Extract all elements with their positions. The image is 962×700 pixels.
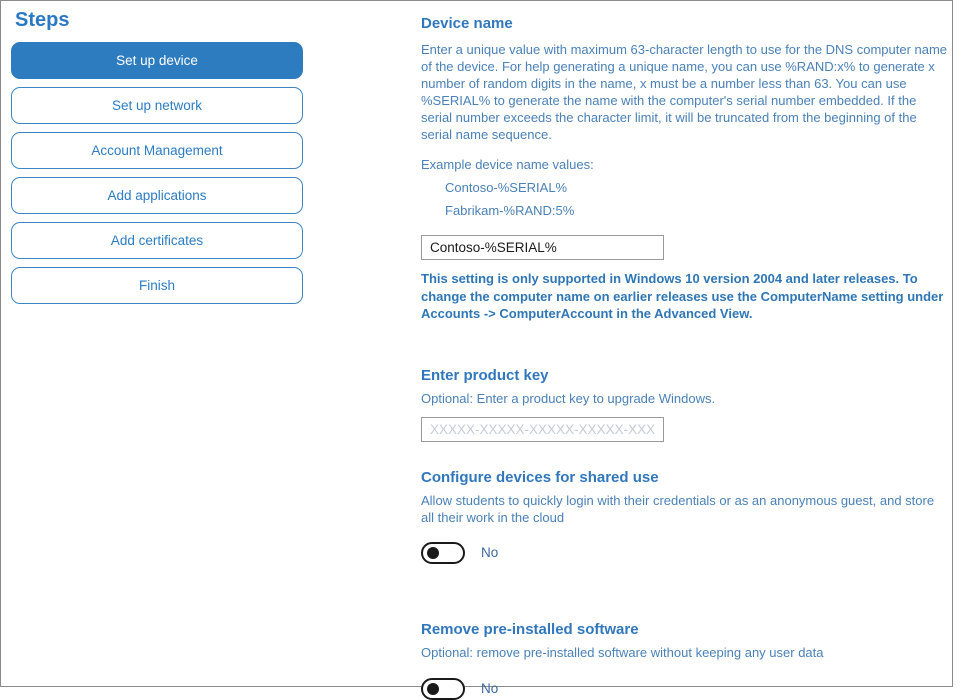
device-name-heading: Device name [421,15,513,32]
shared-use-description: Allow students to quickly login with their credentials or as an anonymous guest, and store all their work in the cloud [421,492,935,525]
device-name-note: This setting is only supported in Windows 10 version 2004 and later releases. To change the computer name on earlier releases use the ComputerName setting under Accounts -> ComputerAccount in the Advanced View. [421,271,944,321]
sidebar-item-finish[interactable] [11,267,303,304]
sidebar-item-add-applications[interactable] [11,177,303,214]
shared-use-toggle-label: No [481,545,499,560]
steps-title: Steps [15,9,70,31]
example-device-name: Contoso-%SERIAL% [445,180,568,195]
step-label: Set up network [111,98,203,113]
device-name-input[interactable] [421,235,664,260]
remove-software-heading: Remove pre-installed software [421,620,639,638]
steps-sidebar [11,7,303,312]
remove-software-toggle-row [421,678,948,700]
shared-use-toggle-row [421,542,948,564]
device-name-description: Enter a unique value with maximum 63-character length to use for the DNS computer name of the device. For help generating a unique name, you can use %RAND:x% to generate x number of random digits in the name, x must be a number less than 63. You can use %SERIAL% to generate the name with the computer's serial number embedded. If the serial number exceeds the character limit, it will be truncated from the beginning of the serial name sequence. [421,42,948,142]
sidebar-item-add-certificates[interactable] [11,222,303,259]
toggle-knob-icon [427,547,439,559]
step-label: Add certificates [110,233,204,248]
shared-use-heading: Configure devices for shared use [421,468,659,486]
product-key-heading: Enter product key [421,366,549,384]
set-up-device-panel [421,7,948,700]
product-key-input[interactable] [421,417,664,442]
step-label: Finish [138,278,175,293]
remove-software-description: Optional: remove pre-installed software without keeping any user data [421,644,824,660]
product-key-description: Optional: Enter a product key to upgrade Windows. [421,390,716,406]
sidebar-item-account-management[interactable] [11,132,303,169]
shared-use-toggle[interactable] [421,542,465,564]
step-label: Add applications [107,188,207,203]
toggle-knob-icon [427,683,439,695]
examples-label: Example device name values: [421,157,594,172]
remove-software-toggle-label: No [481,681,499,696]
sidebar-item-set-up-device[interactable] [11,42,303,79]
remove-software-toggle[interactable] [421,678,465,700]
step-label: Set up device [116,53,198,68]
example-device-name: Fabrikam-%RAND:5% [445,203,575,218]
step-label: Account Management [91,143,223,158]
sidebar-item-set-up-network[interactable] [11,87,303,124]
